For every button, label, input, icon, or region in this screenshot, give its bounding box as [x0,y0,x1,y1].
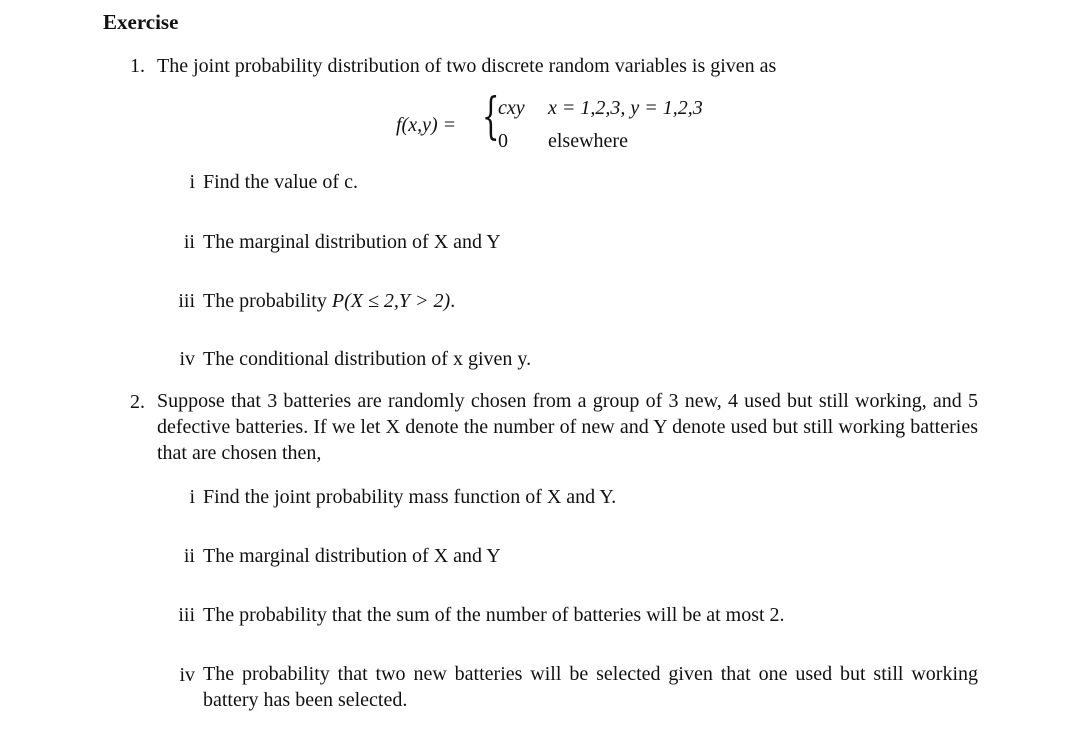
p1-part-i-text: Find the value of c. [203,171,358,193]
problem-1-text: The joint probability distribution of two discrete random variables is given as [157,55,777,77]
p1-part-iii-math: P(X ≤ 2,Y > 2) [331,290,451,312]
p2-part-iv-text: The probability that two new batteries will be selected given that one used but still working battery has been selected. [203,663,978,711]
formula-case1-expr: cxy [498,97,525,119]
page-title: Exercise [103,10,179,34]
formula-case2-expr: 0 [498,130,508,152]
p2-part-ii-text: The marginal distribution of X and Y [203,545,501,567]
problem-2-text: Suppose that 3 batteries are randomly chosen from a group of 3 new, 4 used but still working, and 5 defective batteries. If we let X denote the number of new and Y denote used but still working batteries that are chosen then, [157,390,978,464]
p1-part-iii-prefix: The probability [203,290,332,312]
p2-part-iv-label: iv [179,664,195,686]
p2-part-i-text: Find the joint probability mass function of X and Y. [203,486,617,508]
problem-2-number: 2. [130,391,145,413]
p2-part-iii-text: The probability that the sum of the number of batteries will be at most 2. [203,604,785,626]
p1-part-iii-suffix: . [450,290,456,312]
p2-part-i-label: i [189,486,195,508]
formula-brace: { [482,87,500,145]
p1-part-ii-text: The marginal distribution of X and Y [203,231,501,253]
problem-1-number: 1. [130,55,145,77]
p1-part-iv-label: iv [179,348,195,370]
p2-part-iii-label: iii [178,604,195,626]
p1-part-ii-label: ii [183,231,195,253]
p1-part-iii-text [203,290,455,313]
formula-case2-condition: elsewhere [548,130,628,152]
p1-part-iii-label: iii [178,290,195,312]
p1-part-iv-text: The conditional distribution of x given y. [203,348,532,370]
formula-case1-condition: x = 1,2,3, y = 1,2,3 [548,97,703,119]
formula-lhs: f(x,y) = [396,114,457,136]
p1-part-i-label: i [189,171,195,193]
p2-part-ii-label: ii [183,545,195,567]
